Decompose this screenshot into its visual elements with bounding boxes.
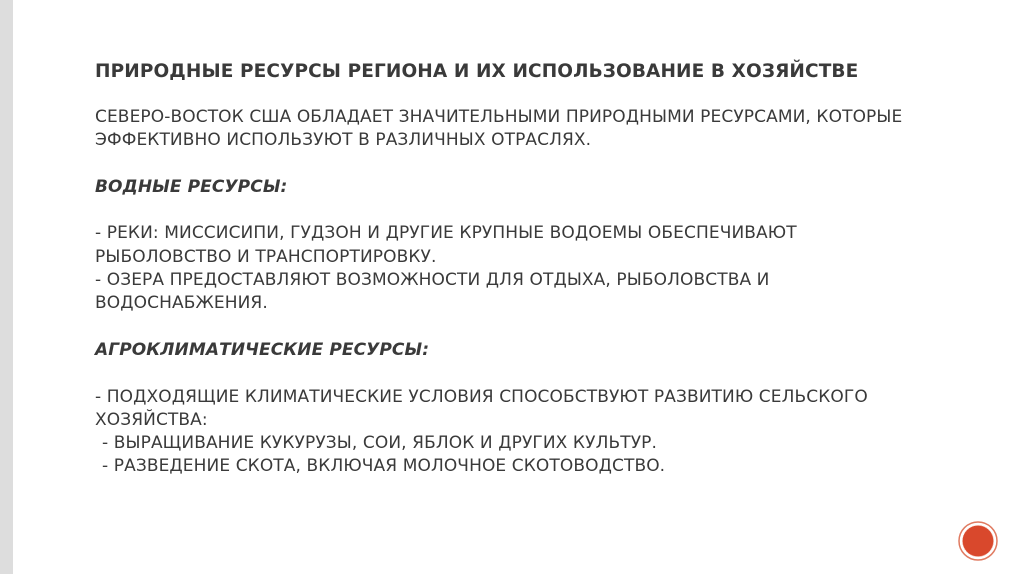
orange-circle-badge-icon	[958, 521, 998, 561]
intro-line-1: СЕВЕРО-ВОСТОК США ОБЛАДАЕТ ЗНАЧИТЕЛЬНЫМИ ПРИРОДНЫМИ РЕСУРСАМИ, КОТОРЫЕ	[95, 107, 903, 127]
water-item-1-line-2: РЫБОЛОВСТВО И ТРАНСПОРТИРОВКУ.	[95, 246, 437, 267]
agro-item-1-line-1: - ПОДХОДЯЩИЕ КЛИМАТИЧЕСКИЕ УСЛОВИЯ СПОСОБСТВУЮТ РАЗВИТИЮ СЕЛЬСКОГО	[95, 386, 868, 407]
spacer	[95, 153, 955, 176]
agro-sub-item-1: - ВЫРАЩИВАНИЕ КУКУРУЗЫ, СОИ, ЯБЛОК И ДРУГИХ КУЛЬТУР.	[102, 433, 658, 454]
water-item-1-line-1: - РЕКИ: МИССИСИПИ, ГУДЗОН И ДРУГИЕ КРУПНЫЕ ВОДОЕМЫ ОБЕСПЕЧИВАЮТ	[95, 223, 797, 244]
spacer	[95, 199, 955, 222]
water-item-2-line-1: - ОЗЕРА ПРЕДОСТАВЛЯЮТ ВОЗМОЖНОСТИ ДЛЯ ОТДЫХА, РЫБОЛОВСТВА И	[95, 270, 770, 291]
spacer	[95, 362, 955, 385]
left-accent-bar	[0, 0, 13, 574]
intro-line-2: ЭФФЕКТИВНО ИСПОЛЬЗУЮТ В РАЗЛИЧНЫХ ОТРАСЛЯХ.	[95, 130, 592, 151]
spacer	[95, 316, 955, 339]
water-item-2-line-2: ВОДОСНАБЖЕНИЯ.	[95, 293, 268, 314]
slide-body	[95, 106, 955, 479]
agro-heading: АГРОКЛИМАТИЧЕСКИЕ РЕСУРСЫ:	[95, 339, 430, 360]
water-heading: ВОДНЫЕ РЕСУРСЫ:	[95, 176, 288, 197]
agro-item-1-line-2: ХОЗЯЙСТВА:	[95, 409, 208, 430]
agro-sub-item-2: - РАЗВЕДЕНИЕ СКОТА, ВКЛЮЧАЯ МОЛОЧНОЕ СКОТОВОДСТВО.	[102, 456, 666, 477]
slide-title: ПРИРОДНЫЕ РЕСУРСЫ РЕГИОНА И ИХ ИСПОЛЬЗОВАНИЕ В ХОЗЯЙСТВЕ	[95, 61, 859, 82]
